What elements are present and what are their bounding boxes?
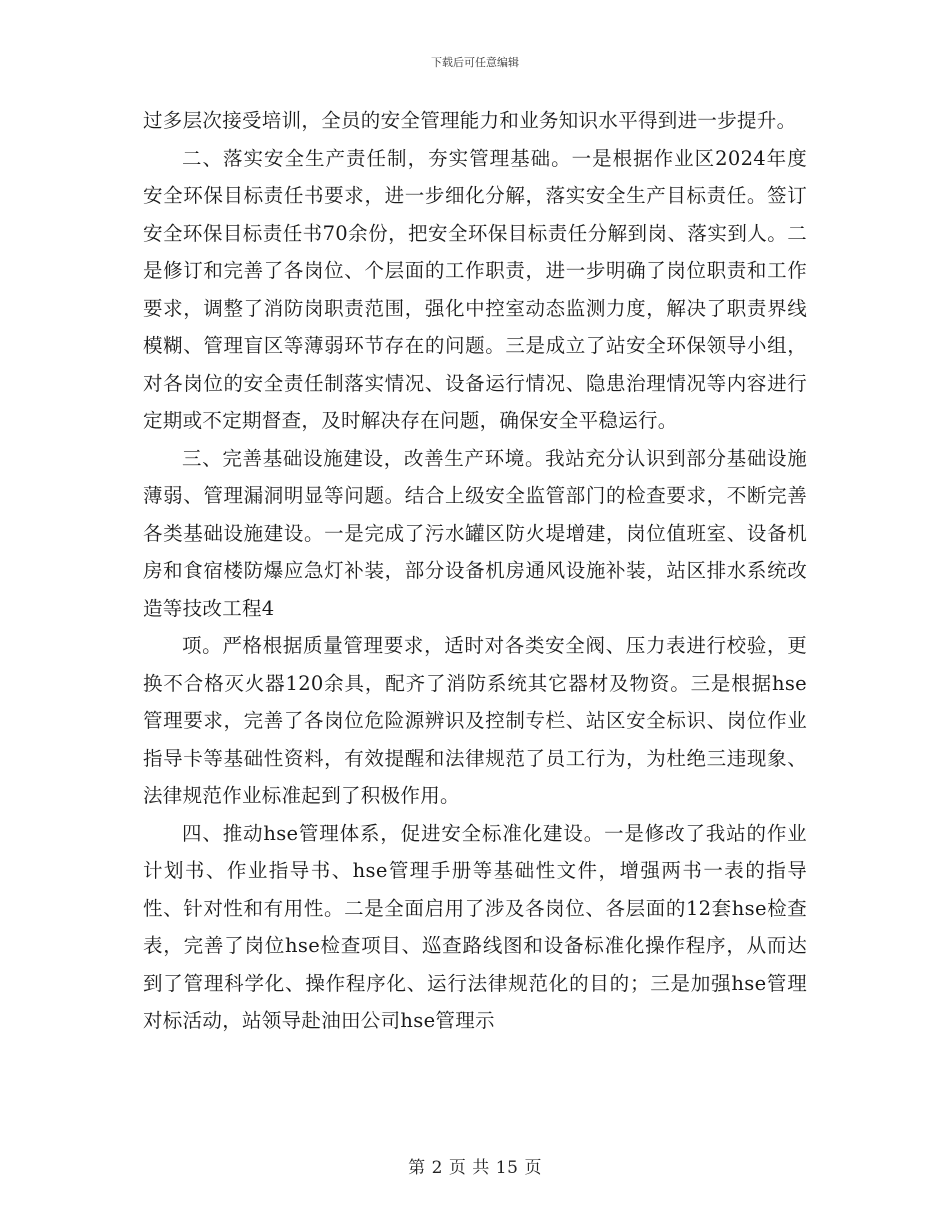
paragraph-section-3: 三、完善基础设施建设，改善生产环境。我站充分认识到部分基础设施薄弱、管理漏洞明显等问题。结合上级安全监管部门的检查要求，不断完善各类基础设施建设。一是完成了污水罐区防火堤增建，岗位值班室、设备机房和食宿楼防爆应急灯补装，部分设备机房通风设施补装，站区排水系统改造等技改工程4 xyxy=(143,446,807,620)
page-header-note: 下载后可任意编辑 xyxy=(431,56,519,69)
footer-total-pages: 15 xyxy=(495,1158,519,1178)
footer-suffix: 页 xyxy=(524,1158,542,1178)
document-body xyxy=(143,102,807,1040)
page-footer xyxy=(0,1153,950,1178)
paragraph-continuation: 过多层次接受培训，全员的安全管理能力和业务知识水平得到进一步提升。 xyxy=(143,109,797,132)
footer-current-page: 2 xyxy=(431,1158,443,1178)
paragraph-section-4: 四、推动hse管理体系，促进安全标准化建设。一是修改了我站的作业计划书、作业指导书、hse管理手册等基础性文件，增强两书一表的指导性、针对性和有用性。二是全面启用了涉及各岗位、各层面的12套hse检查表，完善了岗位hse检查项目、巡查路线图和设备标准化操作程序，从而达到了管理科学化、操作程序化、运行法律规范化的目的；三是加强hse管理对标活动，站领导赴油田公司hse管理示 xyxy=(143,821,807,1032)
paragraph-section-2: 二、落实安全生产责任制，夯实管理基础。一是根据作业区2024年度安全环保目标责任书要求，进一步细化分解，落实安全生产目标责任。签订安全环保目标责任书70余份，把安全环保目标责任分解到岗、落实到人。二是修订和完善了各岗位、个层面的工作职责，进一步明确了岗位职责和工作要求，调整了消防岗职责范围，强化中控室动态监测力度，解决了职责界线模糊、管理盲区等薄弱环节存在的问题。三是成立了站安全环保领导小组，对各岗位的安全责任制落实情况、设备运行情况、隐患治理情况等内容进行定期或不定期督查，及时解决存在问题，确保安全平稳运行。 xyxy=(143,146,807,432)
paragraph-section-3-cont: 项。严格根据质量管理要求，适时对各类安全阀、压力表进行校验，更换不合格灭火器120余具，配齐了消防系统其它器材及物资。三是根据hse管理要求，完善了各岗位危险源辨识及控制专栏、站区安全标识、岗位作业指导卡等基础性资料，有效提醒和法律规范了员工行为，为杜绝三违现象、法律规范作业标准起到了积极作用。 xyxy=(143,634,807,807)
footer-middle: 页 共 xyxy=(448,1158,490,1178)
footer-prefix: 第 xyxy=(408,1158,426,1178)
